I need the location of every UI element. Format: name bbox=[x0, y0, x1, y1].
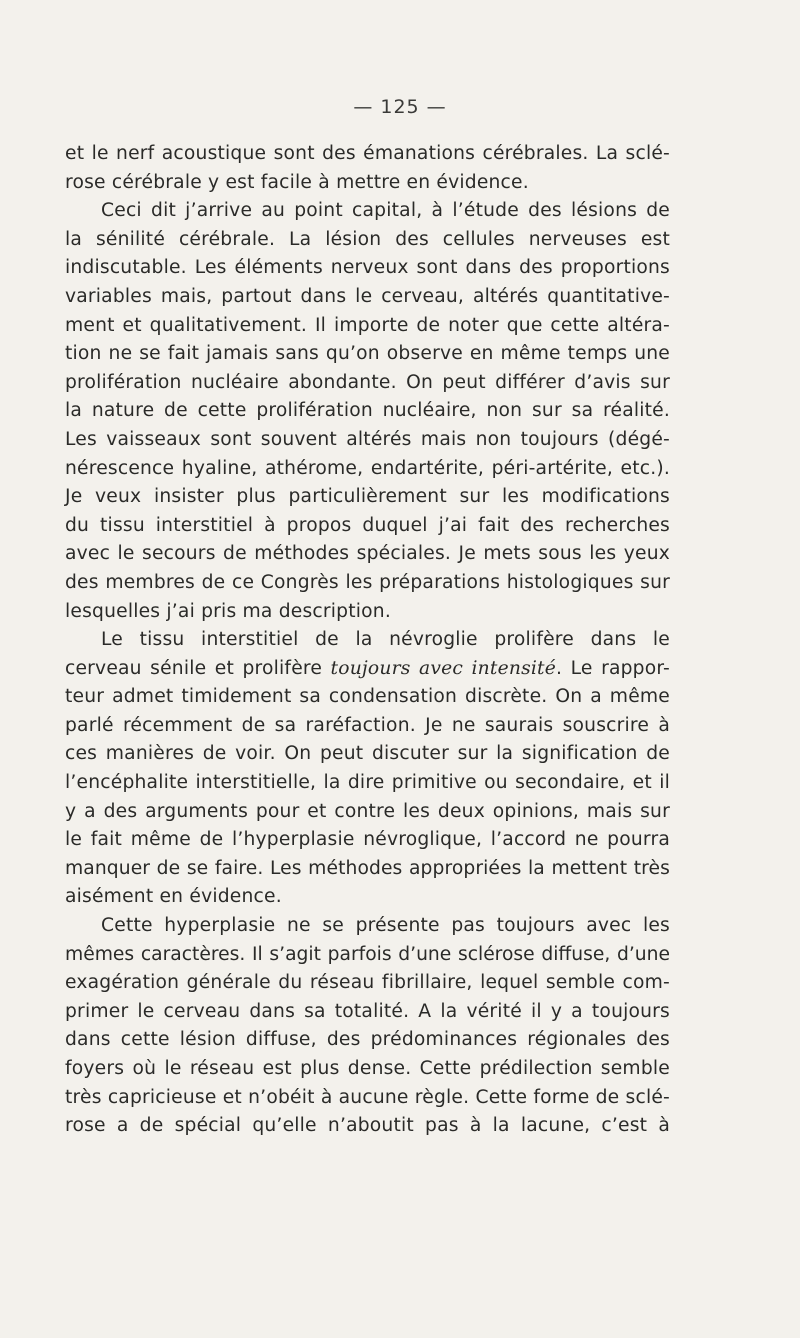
text-line: parlé récemment de sa raréfaction. Je ne saurais souscrire à bbox=[65, 714, 670, 736]
text-line bbox=[65, 655, 670, 684]
text-line: teur admet timidement sa condensation discrète. On a même bbox=[65, 686, 670, 708]
text-line: ment et qualitativement. Il importe de noter que cette altéra- bbox=[65, 314, 670, 336]
text-line: Cette hyperplasie ne se présente pas toujours avec les bbox=[101, 915, 670, 937]
text-line: Le tissu interstitiel de la névroglie prolifère dans le bbox=[101, 629, 670, 651]
text-line: variables mais, partout dans le cerveau, altérés quantitative- bbox=[65, 285, 670, 307]
text-line: Ceci dit j’arrive au point capital, à l’étude des lésions de bbox=[101, 200, 670, 222]
text-line: rose cérébrale y est facile à mettre en évidence. bbox=[65, 171, 529, 193]
text-line: des membres de ce Congrès les préparations histologiques sur bbox=[65, 571, 670, 593]
text-line: avec le secours de méthodes spéciales. Je mets sous les yeux bbox=[65, 543, 670, 565]
page-number: — 125 — bbox=[353, 96, 447, 118]
text-line: primer le cerveau dans sa totalité. A la vérité il y a toujours bbox=[65, 1000, 670, 1022]
text-line: très capricieuse et n’obéit à aucune règle. Cette forme de sclé- bbox=[65, 1086, 670, 1108]
body-text bbox=[65, 140, 670, 1141]
text-line: dans cette lésion diffuse, des prédominances régionales des bbox=[65, 1029, 670, 1051]
text-segment: cerveau sénile et prolifère bbox=[65, 657, 331, 679]
text-line: manquer de se faire. Les méthodes appropriées la mettent très bbox=[65, 857, 670, 879]
text-line: indiscutable. Les éléments nerveux sont dans des proportions bbox=[65, 257, 670, 279]
text-line: et le nerf acoustique sont des émanations cérébrales. La sclé- bbox=[65, 143, 670, 164]
emphasis-text: toujours avec intensité bbox=[330, 657, 557, 679]
text-line: le fait même de l’hyperplasie névroglique, l’accord ne pourra bbox=[65, 829, 670, 851]
text-segment: . Le rappor- bbox=[556, 657, 670, 679]
text-line: exagération générale du réseau fibrillaire, lequel semble com- bbox=[65, 972, 670, 994]
text-line: la sénilité cérébrale. La lésion des cellules nerveuses est bbox=[65, 228, 670, 250]
text-line: Les vaisseaux sont souvent altérés mais non toujours (dégé- bbox=[65, 428, 670, 450]
text-line: Je veux insister plus particulièrement sur les modifications bbox=[65, 486, 670, 508]
text-line: aisément en évidence. bbox=[65, 886, 282, 908]
text-line: ces manières de voir. On peut discuter sur la signification de bbox=[65, 743, 670, 765]
text-line: prolifération nucléaire abondante. On peut différer d’avis sur bbox=[65, 371, 670, 393]
text-line: rose a de spécial qu’elle n’aboutit pas à la lacune, c’est à bbox=[65, 1115, 670, 1137]
text-line: du tissu interstitiel à propos duquel j’ai fait des recherches bbox=[65, 514, 670, 536]
text-line: mêmes caractères. Il s’agit parfois d’une sclérose diffuse, d’une bbox=[65, 943, 670, 965]
text-line: tion ne se fait jamais sans qu’on observe en même temps une bbox=[65, 343, 670, 365]
text-line: foyers où le réseau est plus dense. Cette prédilection semble bbox=[65, 1058, 670, 1079]
text-line: l’encéphalite interstitielle, la dire primitive ou secondaire, et il bbox=[65, 772, 670, 794]
text-line: y a des arguments pour et contre les deux opinions, mais sur bbox=[65, 800, 670, 822]
text-line: lesquelles j’ai pris ma description. bbox=[65, 600, 391, 622]
text-line: la nature de cette prolifération nucléaire, non sur sa réalité. bbox=[65, 400, 670, 422]
text-line: nérescence hyaline, athérome, endartérite, péri-artérite, etc.). bbox=[65, 457, 670, 479]
